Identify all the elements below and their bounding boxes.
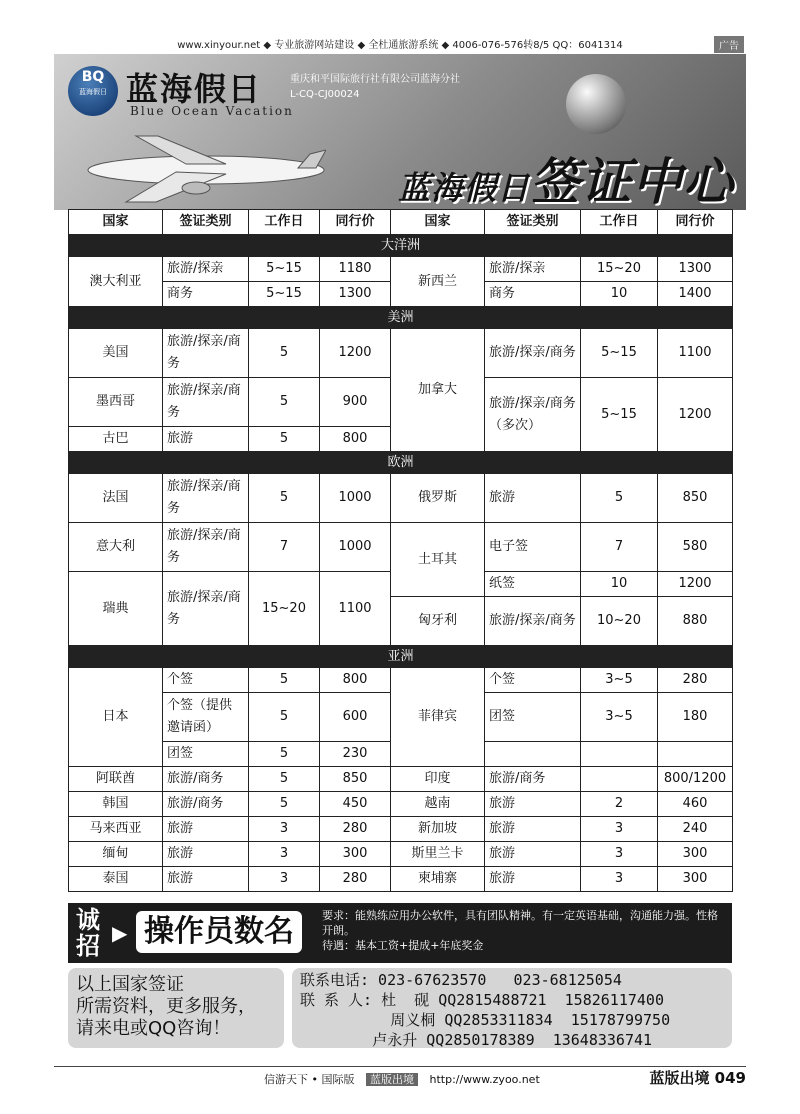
workdays-cell: 10	[581, 282, 658, 307]
price-cell: 1300	[320, 282, 391, 307]
visa-type-cell: 旅游/探亲/商务（多次）	[485, 378, 581, 452]
footer-left-text: 信游天下 • 国际版	[264, 1073, 355, 1086]
visa-type-cell: 旅游/探亲/商务	[485, 597, 581, 646]
company-name: 重庆和平国际旅行社有限公司蓝海分社	[290, 74, 460, 85]
table-row	[69, 329, 733, 378]
contact-line: 联系电话: 023-67623570 023-68125054	[300, 971, 622, 989]
globe-icon	[566, 74, 626, 134]
workdays-cell: 5~15	[249, 282, 320, 307]
footer-url[interactable]: http://www.zyoo.net	[429, 1073, 540, 1086]
price-cell: 1300	[658, 257, 733, 282]
table-row	[69, 792, 733, 817]
workdays-cell: 5	[249, 693, 320, 742]
country-cell: 柬埔寨	[391, 867, 485, 892]
note-line: 以上国家签证	[76, 974, 184, 995]
recruit-label: 诚招	[76, 906, 100, 960]
workdays-cell: 7	[581, 523, 658, 572]
workdays-cell: 5	[249, 767, 320, 792]
header-cell: 工作日	[249, 210, 320, 235]
workdays-cell: 3	[249, 842, 320, 867]
workdays-cell	[581, 767, 658, 792]
workdays-cell: 10~20	[581, 597, 658, 646]
region-row-asia	[69, 646, 733, 668]
price-cell: 850	[320, 767, 391, 792]
visa-type-cell: 旅游/探亲/商务	[163, 329, 249, 378]
workdays-cell: 15~20	[581, 257, 658, 282]
visa-type-cell: 旅游/探亲/商务	[485, 329, 581, 378]
recruit-requirements: 要求：能熟练应用办公软件，具有团队精神。有一定英语基础，沟通能力强。性格开朗。	[322, 909, 718, 937]
workdays-cell: 5	[249, 742, 320, 767]
region-label: 美洲	[69, 307, 733, 329]
visa-type-cell: 个签	[163, 668, 249, 693]
logo-badge-sub: 蓝海假日	[79, 88, 107, 96]
visa-type-cell: 个签（提供邀请函）	[163, 693, 249, 742]
price-cell: 580	[658, 523, 733, 572]
logo-en: Blue Ocean Vacation	[130, 104, 294, 118]
price-cell: 280	[320, 817, 391, 842]
brand-logo-icon	[68, 66, 118, 116]
price-cell: 880	[658, 597, 733, 646]
table-row	[69, 817, 733, 842]
workdays-cell: 5	[581, 474, 658, 523]
logo-badge: BQ	[81, 69, 105, 85]
empty-cell	[485, 742, 581, 767]
visa-type-cell: 旅游	[485, 867, 581, 892]
price-cell: 1200	[320, 329, 391, 378]
visa-type-cell: 商务	[485, 282, 581, 307]
license-number: L-CQ-CJ00024	[290, 89, 360, 100]
country-cell: 泰国	[69, 867, 163, 892]
country-cell: 阿联酋	[69, 767, 163, 792]
company-info	[290, 72, 460, 102]
price-cell: 300	[320, 842, 391, 867]
table-row	[69, 767, 733, 792]
country-cell: 墨西哥	[69, 378, 163, 427]
top-info-bar: www.xinyour.net ◆ 专业旅游网站建设 ◆ 全杜通旅游系统 ◆ 4006-076-576转8/5 QQ：6041314	[177, 40, 623, 51]
visa-type-cell: 旅游	[163, 817, 249, 842]
workdays-cell: 5	[249, 668, 320, 693]
price-cell: 460	[658, 792, 733, 817]
country-cell: 菲律宾	[391, 668, 485, 767]
price-cell: 1400	[658, 282, 733, 307]
table-row	[69, 257, 733, 282]
price-cell: 300	[658, 867, 733, 892]
visa-type-cell: 旅游/探亲/商务	[163, 378, 249, 427]
price-cell: 280	[320, 867, 391, 892]
workdays-cell: 3~5	[581, 668, 658, 693]
workdays-cell: 2	[581, 792, 658, 817]
visa-type-cell: 旅游	[485, 842, 581, 867]
country-cell: 斯里兰卡	[391, 842, 485, 867]
price-cell: 800/1200	[658, 767, 733, 792]
header-cell: 国家	[391, 210, 485, 235]
recruit-role: 操作员数名	[136, 911, 302, 953]
workdays-cell: 5~15	[581, 329, 658, 378]
page-number: 蓝版出境 049	[649, 1069, 746, 1087]
visa-type-cell: 团签	[163, 742, 249, 767]
price-cell: 1000	[320, 523, 391, 572]
note-line: 请来电或QQ咨询！	[76, 1018, 231, 1039]
workdays-cell: 5~15	[249, 257, 320, 282]
header-banner	[54, 54, 746, 210]
visa-type-cell: 旅游	[485, 792, 581, 817]
country-cell: 加拿大	[391, 329, 485, 452]
visa-type-cell: 旅游	[485, 817, 581, 842]
region-row-oceania	[69, 235, 733, 257]
table-header-row	[69, 210, 733, 235]
workdays-cell: 10	[581, 572, 658, 597]
header-cell: 签证类别	[163, 210, 249, 235]
workdays-cell: 3	[581, 867, 658, 892]
footer-center	[264, 1071, 540, 1087]
visa-price-table	[68, 209, 733, 892]
visa-type-cell: 旅游/商务	[163, 767, 249, 792]
country-cell: 美国	[69, 329, 163, 378]
country-cell: 意大利	[69, 523, 163, 572]
price-cell: 450	[320, 792, 391, 817]
region-label: 亚洲	[69, 646, 733, 668]
recruit-details	[322, 908, 724, 953]
visa-type-cell: 旅游/探亲	[163, 257, 249, 282]
workdays-cell: 3	[581, 817, 658, 842]
visa-type-cell: 团签	[485, 693, 581, 742]
region-label: 大洋洲	[69, 235, 733, 257]
region-row-americas	[69, 307, 733, 329]
price-cell: 1100	[658, 329, 733, 378]
workdays-cell: 5	[249, 427, 320, 452]
price-cell: 800	[320, 427, 391, 452]
workdays-cell: 5	[249, 474, 320, 523]
country-cell: 古巴	[69, 427, 163, 452]
recruit-benefits: 待遇：基本工资+提成+年底奖金	[322, 939, 484, 952]
title-brand: 蓝海假日	[397, 169, 530, 207]
table-row	[69, 842, 733, 867]
workdays-cell: 3	[249, 867, 320, 892]
contact-line: 周义桐 QQ2853311834 15178799750	[300, 1011, 671, 1029]
visa-type-cell: 电子签	[485, 523, 581, 572]
country-cell: 新加坡	[391, 817, 485, 842]
workdays-cell: 5	[249, 329, 320, 378]
country-cell: 日本	[69, 668, 163, 767]
workdays-cell: 15~20	[249, 572, 320, 646]
contact-line: 联 系 人: 杜 砚 QQ2815488721 15826117400	[300, 991, 664, 1009]
header-cell: 工作日	[581, 210, 658, 235]
price-cell: 1180	[320, 257, 391, 282]
table-row	[69, 867, 733, 892]
consult-note	[68, 968, 284, 1048]
table-row	[69, 474, 733, 523]
price-cell: 280	[658, 668, 733, 693]
recruitment-banner	[68, 903, 732, 963]
price-cell: 240	[658, 817, 733, 842]
header-cell: 国家	[69, 210, 163, 235]
visa-type-cell: 商务	[163, 282, 249, 307]
price-cell: 230	[320, 742, 391, 767]
country-cell: 马来西亚	[69, 817, 163, 842]
empty-cell	[581, 742, 658, 767]
header-cell: 签证类别	[485, 210, 581, 235]
country-cell: 俄罗斯	[391, 474, 485, 523]
visa-type-cell: 旅游/探亲/商务	[163, 523, 249, 572]
price-cell: 1200	[658, 378, 733, 452]
page-footer	[54, 1066, 746, 1089]
visa-type-cell: 旅游	[163, 867, 249, 892]
header-cell: 同行价	[320, 210, 391, 235]
contact-line: 卢永升 QQ2850178389 13648336741	[300, 1031, 653, 1049]
price-cell: 180	[658, 693, 733, 742]
region-row-europe	[69, 452, 733, 474]
visa-type-cell: 纸签	[485, 572, 581, 597]
contact-section	[68, 968, 732, 1050]
visa-type-cell: 旅游/探亲/商务	[163, 474, 249, 523]
price-cell: 1100	[320, 572, 391, 646]
visa-type-cell: 旅游/商务	[163, 792, 249, 817]
title-main: 签证中心	[530, 153, 734, 210]
price-cell: 1200	[658, 572, 733, 597]
country-cell: 新西兰	[391, 257, 485, 307]
price-cell: 1000	[320, 474, 391, 523]
workdays-cell: 5	[249, 378, 320, 427]
visa-type-cell: 旅游	[163, 427, 249, 452]
visa-type-cell: 旅游	[163, 842, 249, 867]
workdays-cell: 5	[249, 792, 320, 817]
visa-type-cell: 旅游/探亲/商务	[163, 572, 249, 646]
price-cell: 300	[658, 842, 733, 867]
visa-type-cell: 个签	[485, 668, 581, 693]
country-cell: 法国	[69, 474, 163, 523]
workdays-cell: 3~5	[581, 693, 658, 742]
ad-tag: 广告	[714, 36, 744, 53]
table-row	[69, 668, 733, 693]
workdays-cell: 3	[249, 817, 320, 842]
visa-center-title	[398, 142, 734, 210]
visa-type-cell: 旅游	[485, 474, 581, 523]
country-cell: 韩国	[69, 792, 163, 817]
workdays-cell: 7	[249, 523, 320, 572]
price-cell: 900	[320, 378, 391, 427]
empty-cell	[658, 742, 733, 767]
header-cell: 同行价	[658, 210, 733, 235]
footer-tag: 蓝版出境	[366, 1073, 418, 1086]
price-cell: 800	[320, 668, 391, 693]
workdays-cell: 3	[581, 842, 658, 867]
price-cell: 850	[658, 474, 733, 523]
country-cell: 瑞典	[69, 572, 163, 646]
contact-details	[292, 968, 732, 1048]
visa-type-cell: 旅游/商务	[485, 767, 581, 792]
country-cell: 澳大利亚	[69, 257, 163, 307]
country-cell: 匈牙利	[391, 597, 485, 646]
country-cell: 越南	[391, 792, 485, 817]
country-cell: 土耳其	[391, 523, 485, 597]
country-cell: 印度	[391, 767, 485, 792]
note-line: 所需资料，更多服务，	[76, 996, 256, 1017]
workdays-cell: 5~15	[581, 378, 658, 452]
region-label: 欧洲	[69, 452, 733, 474]
price-cell: 600	[320, 693, 391, 742]
table-row	[69, 523, 733, 572]
visa-type-cell: 旅游/探亲	[485, 257, 581, 282]
arrow-right-icon: ▶	[112, 921, 128, 945]
country-cell: 缅甸	[69, 842, 163, 867]
logo-cn: 蓝海假日	[126, 70, 263, 108]
airplane-icon	[66, 128, 326, 204]
